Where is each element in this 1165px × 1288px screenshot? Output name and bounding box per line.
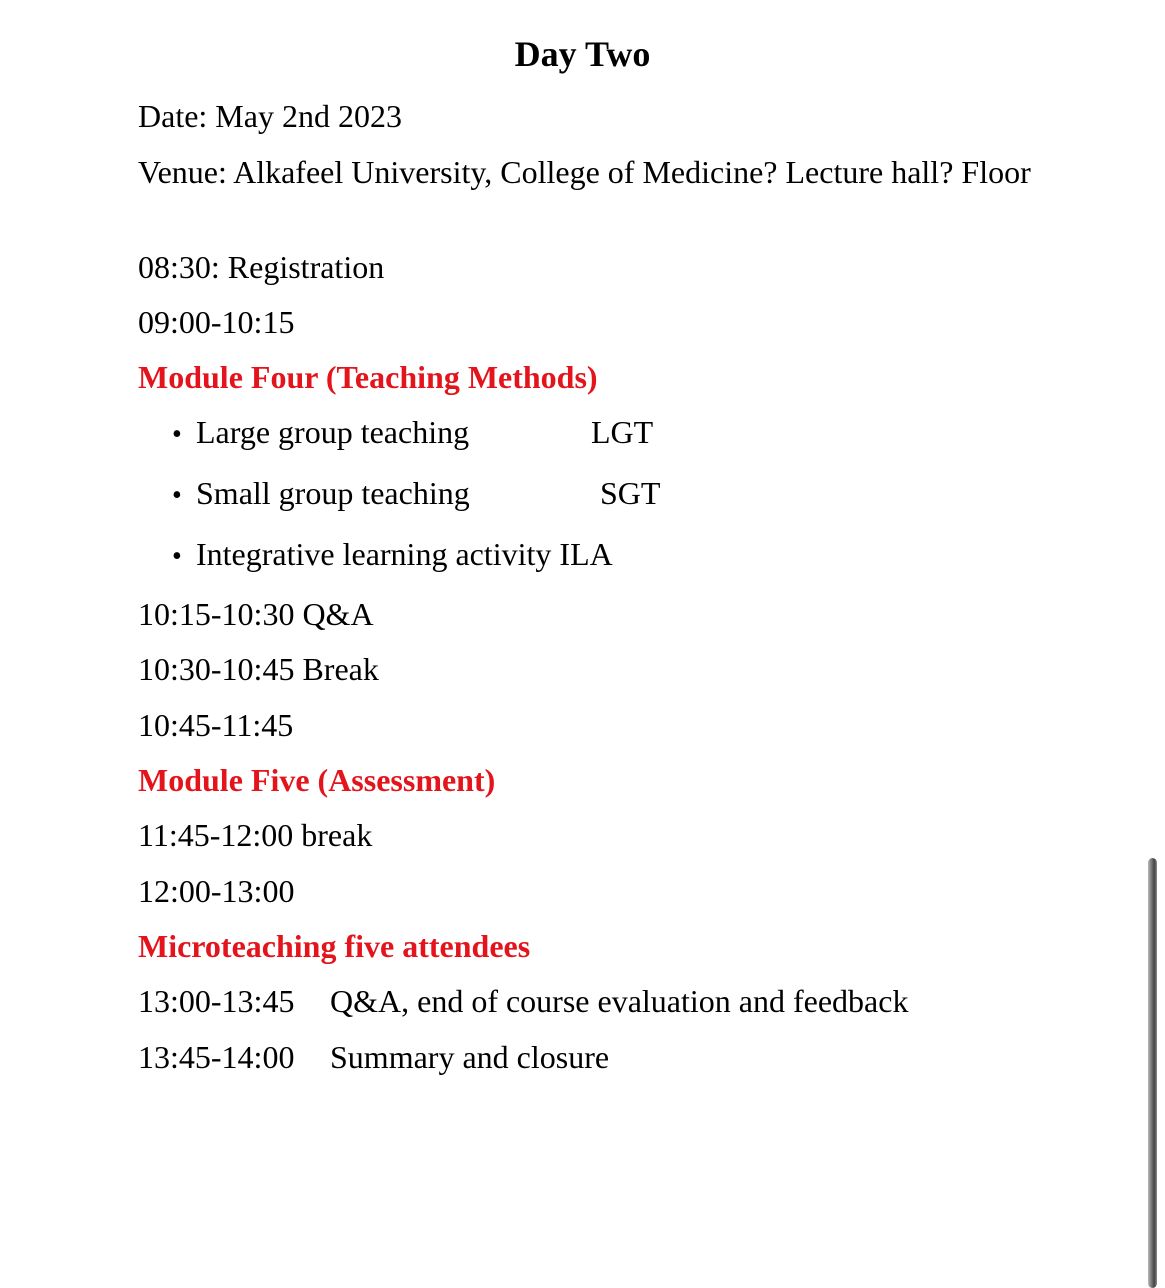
break-line-2: 11:45-12:00 break — [138, 817, 373, 853]
list-item-lgt — [172, 413, 654, 454]
page-title: Day Two — [514, 34, 651, 74]
list-item-label: Large group teaching — [196, 414, 470, 450]
closing-time: 13:45-14:00 — [138, 1039, 295, 1075]
time-slot-1200: 12:00-13:00 — [138, 873, 295, 909]
list-item-label: Integrative learning activity ILA — [196, 536, 613, 572]
bullet-icon: • — [172, 541, 182, 572]
closing-row — [138, 1038, 609, 1076]
list-item-ila — [172, 535, 613, 576]
closing-time: 13:00-13:45 — [138, 983, 295, 1019]
closing-activity: Q&A, end of course evaluation and feedback — [330, 983, 909, 1019]
module-five-heading: Module Five (Assessment) — [138, 762, 496, 798]
list-item-abbr: SGT — [600, 475, 661, 511]
registration-line: 08:30: Registration — [138, 249, 385, 285]
time-slot-1045: 10:45-11:45 — [138, 707, 294, 743]
vertical-scrollbar[interactable] — [1148, 858, 1157, 1288]
microteaching-heading: Microteaching five attendees — [138, 928, 531, 964]
bullet-icon: • — [172, 480, 182, 511]
list-item-abbr: LGT — [591, 414, 654, 450]
list-item-sgt — [172, 474, 661, 515]
closing-row — [138, 982, 908, 1020]
bullet-icon: • — [172, 419, 182, 450]
closing-activity: Summary and closure — [330, 1039, 610, 1075]
list-item-label: Small group teaching — [196, 475, 470, 511]
venue-line: Venue: Alkafeel University, College of Medicine? Lecture hall? Floor — [138, 154, 1031, 190]
qa-line: 10:15-10:30 Q&A — [138, 596, 374, 632]
module-four-heading: Module Four (Teaching Methods) — [138, 359, 598, 395]
time-slot-0900: 09:00-10:15 — [138, 304, 295, 340]
break-line: 10:30-10:45 Break — [138, 651, 379, 687]
date-line: Date: May 2nd 2023 — [138, 98, 402, 134]
